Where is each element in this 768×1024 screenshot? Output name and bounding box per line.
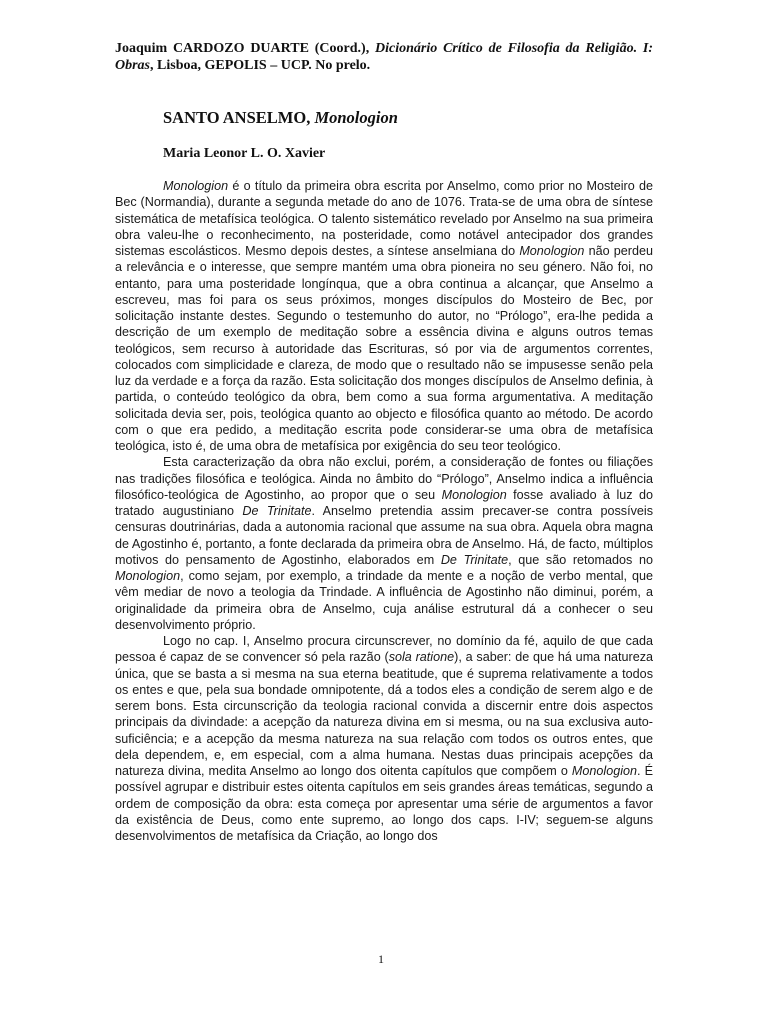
p2-text-1: Esta caracterização da obra não exclui, porém, a consideração de fontes ou filiações nas tradições filosófica e teológica. Ainda no âmbito do “Prólogo”, Anselmo indica a influência filosófico-teológica de Agostinho, ao propor que o seu [115, 455, 653, 502]
article-author: Maria Leonor L. O. Xavier [163, 146, 326, 161]
title-author: SANTO ANSELMO, [163, 108, 311, 127]
p3-text-2: ), a saber: de que há uma natureza única, que se basta a si mesma na sua eterna beatitude, que é suprema relativamente a todos os entes e que, pela sua bondade omnipotente, dá a todos eles a condição de serem algo e de serem bons. Esta circunscrição da teologia racional convida a discernir entre dois aspectos principais da divindade: a acepção da natureza divina em si mesma, ou na sua exclusiva auto-suficiência; e a acepção da mesma natureza na sua relação com todos os outros entes, que dela dependem, e, em especial, com a alma humana. Nestas duas principais acepções da natureza divina, medita Anselmo ao longo dos oitenta capítulos que compõem o [115, 650, 654, 778]
p1-lead-italic: Monologion [163, 179, 229, 193]
p3-italic-2: Monologion [571, 764, 638, 778]
document-page [115, 40, 654, 843]
citation-publication: , Lisboa, GEPOLIS – UCP. No prelo. [150, 58, 371, 73]
article-title [163, 108, 398, 128]
bibliographic-citation [115, 40, 653, 74]
p2-italic-4: Monologion [115, 569, 181, 583]
p3-italic-1: sola ratione [388, 650, 455, 665]
p3-text-1: Logo no cap. I, Anselmo procura circunscrever, no domínio da fé, aquilo de que cada pessoa é capaz de se convencer só pela razão ( [115, 634, 653, 665]
paragraph-1 [115, 178, 653, 454]
p3-text-3: . É possível agrupar e distribuir estes oitenta capítulos em seis grandes áreas temáticas, segundo a ordem de composição da obra: esta começa por apresentar uma série de argumentos a favor da existência de Deus, como ente supremo, ao longo dos caps. I-IV; seguem-se alguns desenvolvimentos de metafísica da Criação, ao longo dos [115, 764, 653, 843]
page-number: 1 [378, 952, 384, 966]
p1-text-1: é o título da primeira obra escrita por Anselmo, como prior no Mosteiro de Bec (Normandia), durante a segunda metade do ano de 1076. Trata-se de uma obra de síntese sistemática de metafísica teológica. O talento sistemático revelado por Anselmo na sua primeira obra valeu-lhe o reconhecimento, na posteridade, como notável antecipador dos grandes sistemas escolásticos. Mesmo depois destes, a síntese anselmiana do [115, 179, 653, 258]
article-body [115, 178, 653, 844]
p1-text-2: não perdeu a relevância e o interesse, que sempre mantém uma obra pioneira no seu género. Não foi, no entanto, para uma posteridade longínqua, que a obra continua a alcançar, que Anselmo a escreveu, mas foi para os seus próximos, monges discípulos do Mosteiro de Bec, por solicitação instante destes. Segundo o testemunho do autor, no “Prólogo”, era-lhe pedida a descrição de um exemplo de meditação sobre a essência divina e alguns outros temas teológicos, sem recurso à autoridade das Escrituras, só por via de argumentos correntes, colocados com simplicidade e clareza, de modo que o resultado não se impusesse senão pela luz da verdade e a força da razão. Esta solicitação dos monges discípulos de Anselmo definia, à partida, o conteúdo teológico da obra, bem como a sua forma argumentativa. A meditação solicitada devia ser, pois, teológica quanto ao objecto e filosófica quanto ao método. De acordo com o que era pedido, a meditação escrita pode considerar-se uma obra de metafísica teológica, isto é, de uma obra de metafísica por exigência do seu teor teológico. [115, 244, 653, 453]
p2-text-3: . Anselmo pretendia assim precaver-se contra possíveis censuras doutrinárias, dada a autonomia racional que assume na sua obra. Aquela obra magna de Agostinho é, portanto, a fonte declarada da primeira obra de Anselmo. Há, de facto, múltiplos motivos do pensamento de Agostinho, elaborados em [115, 504, 653, 567]
p2-text-5: , como sejam, por exemplo, a trindade da mente e a noção de verbo mental, que vêm mediar de novo a teologia da Trindade. A influência de Agostinho não diminui, porém, a originalidade da primeira obra de Anselmo, cuja análise estrutural dá a conhecer o seu desenvolvimento próprio. [115, 569, 653, 632]
paragraph-2 [115, 454, 653, 633]
p2-text-4: , que são retomados no [508, 552, 654, 567]
citation-editor: Joaquim CARDOZO DUARTE (Coord.), [115, 41, 370, 56]
paragraph-3 [115, 633, 653, 844]
p1-italic-1: Monologion [519, 244, 585, 258]
title-work: Monologion [314, 108, 398, 127]
p2-text-2: fosse avaliado à luz do tratado augustiniano [115, 487, 654, 518]
p2-italic-3: De Trinitate [440, 552, 509, 567]
p2-italic-1: Monologion [441, 487, 507, 502]
citation-work-title: Dicionário Crítico de Filosofia da Religião. I: Obras [115, 41, 654, 73]
p2-italic-2: De Trinitate [242, 504, 312, 518]
